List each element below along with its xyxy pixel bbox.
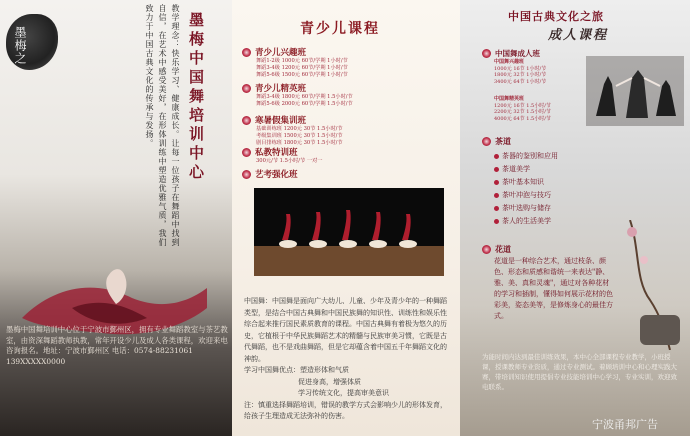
course-row: 基础训练班 1200元 30节 1.5小时/节 xyxy=(256,126,343,132)
flower-arrangement-heading: 花道 xyxy=(482,244,511,255)
adult-row: 4000元 64节 1.5小时/节 xyxy=(494,115,551,122)
plum-flower-icon xyxy=(482,137,491,146)
course-row: 舞蹈3-4级 1200元 60节/学期 1小时/节 xyxy=(256,65,348,71)
adult-course-block xyxy=(482,96,602,122)
intro-paragraph: 中国舞：中国舞是面向广大幼儿、儿童、少年及青少年的一种舞蹈类型，是结合中国古典舞和中国民族舞的知识性、训练性和娱乐性综合起来推行国民素质教育的课程。中国古典舞有着极为悠久的历史，它植根于中华民族舞蹈艺术的精髓与民族审美习惯，它既是古代舞蹈，也不是戏曲舞蹈，但是它却蕴含着中国五千年舞蹈文化的神韵。 xyxy=(244,297,447,363)
plum-flower-icon xyxy=(242,148,251,157)
adult-row: 2200元 32节 1.5小时/节 xyxy=(494,109,551,115)
bullet-icon xyxy=(494,167,499,172)
course-heading: 私教特训班 xyxy=(242,146,452,158)
course-row: 300元/节 1.5小时/节 一对一 xyxy=(256,158,323,164)
bullet-icon xyxy=(494,180,499,185)
bullet-icon xyxy=(494,154,499,159)
plum-flower-icon xyxy=(242,116,251,125)
course-block xyxy=(242,168,452,180)
course-block xyxy=(242,82,452,108)
adult-row: 1800元 32节 1小时/节 xyxy=(494,72,547,78)
course-row: 舞蹈5-6级 2000元 60节/学期 1.5小时/节 xyxy=(256,101,353,107)
bullet-icon xyxy=(494,206,499,211)
plum-flower-icon xyxy=(482,245,491,254)
adult-subheading: 中国舞兴趣班 xyxy=(494,59,525,65)
course-heading: 寒暑假集训班 xyxy=(242,114,452,126)
tea-topic: 茶叶冲泡与技巧 xyxy=(494,189,558,202)
intro-benefit: 促进身高，增强体质 xyxy=(298,377,361,386)
culture-journey-title: 中国古典文化之旅 xyxy=(508,10,604,23)
adult-row: 1200元 16节 1.5小时/节 xyxy=(494,102,551,109)
course-row: 剧目排练班 1800元 30节 1.5小时/节 xyxy=(256,140,343,146)
course-heading: 青少儿精英班 xyxy=(242,82,452,94)
plum-flower-icon xyxy=(482,49,491,58)
course-row: 舞蹈3-4级 1800元 60节/学期 1.5小时/节 xyxy=(256,94,353,100)
tea-topic: 茶道美学 xyxy=(494,163,558,176)
tea-topic: 茶器的鉴别和应用 xyxy=(494,150,558,163)
course-row: 舞蹈1-2级 1000元 60节/学期 1小时/节 xyxy=(256,58,348,64)
bullet-icon xyxy=(494,219,499,224)
intro-note: 注：慎重选择舞蹈培训，错误的教学方式会影响少儿的形体发育，给孩子生理造成无法弥补的伤害。 xyxy=(244,400,447,420)
adult-row: 1000元 16节 1小时/节 xyxy=(494,65,547,72)
tea-topic: 茶叶选购与储存 xyxy=(494,202,558,215)
adult-subheading: 中国舞精英班 xyxy=(494,96,525,102)
adult-course-block xyxy=(482,48,602,85)
tea-topic-list xyxy=(494,150,558,228)
adult-row: 3400元 64节 1小时/节 xyxy=(494,78,547,85)
teaching-philosophy: 教学理念：快乐学习、健康成长。让每一位孩子在舞蹈中找到自信，在艺术中感受美好，在形体训练中塑造优雅气质，我们致力于中国古典文化的传承与发扬。 xyxy=(145,4,180,247)
chinese-dance-intro xyxy=(244,296,452,423)
tea-heading: 茶道 xyxy=(482,136,511,147)
course-row: 舞蹈5-6级 1500元 60节/学期 1小时/节 xyxy=(256,72,348,78)
tea-topic: 茶人的生活美学 xyxy=(494,215,558,228)
flower-vase-image xyxy=(610,220,690,350)
adult-course-title: 成人课程 xyxy=(548,28,609,43)
kids-course-title: 青少儿课程 xyxy=(300,21,380,37)
watermark: 宁波甬邦广告 xyxy=(592,418,658,431)
course-block xyxy=(242,46,452,79)
bullet-icon xyxy=(494,193,499,198)
course-row: 考级集训班 1500元 30节 1.5小时/节 xyxy=(256,133,343,139)
intro-benefit: 学习传统文化，提高审美意识 xyxy=(298,389,389,397)
course-heading: 艺考强化班 xyxy=(242,168,452,180)
left-panel xyxy=(0,0,232,436)
course-heading: 青少儿兴趣班 xyxy=(242,46,452,58)
plum-flower-icon xyxy=(242,84,251,93)
ink-logo-text: 墨梅之 xyxy=(13,26,27,65)
intro-benefit: 学习中国舞优点：塑造形体和气质 xyxy=(244,366,349,374)
plum-flower-icon xyxy=(242,48,251,57)
right-panel xyxy=(460,0,690,436)
left-footer-text: 墨梅中国舞培训中心位于宁波市鄞州区，拥有专业舞蹈教室与茶艺教室，由资深舞蹈教师执教，常年开设少儿及成人各类课程，欢迎来电咨询报名。地址：宁波市鄞州区 电话：0574-88231061 139XXXXX0000 xyxy=(6,325,228,366)
course-block xyxy=(242,114,452,147)
course-block xyxy=(242,146,452,165)
right-bottom-text: 为能时间内达到最佳训练效果，本中心全部课程专业教学，小班授课，授课教师专业资质，通过专业测试。着顾培训中心和心理实践大赛，带培训知识使用提倡专业技能培训中心学习，专业实训，欢迎致电联系。 xyxy=(482,353,677,391)
middle-panel xyxy=(232,0,460,436)
adult-dancers-image xyxy=(586,56,684,126)
school-title: 墨梅中国舞培训中心 xyxy=(187,12,205,183)
stage-dancers-photo xyxy=(254,188,444,276)
tea-topic: 茶叶基本知识 xyxy=(494,176,558,189)
flower-arrangement-text: 花道是一种综合艺术，通过枝条、颜色、形态和质感和谐统一来表达"静、雅、美、真和灵魂"，通过对各种花材的学习和插制，懂得如何展示花材的色彩美，姿态美等，是修炼身心的最佳方式。 xyxy=(494,257,613,320)
adult-course-heading: 中国舞成人班 xyxy=(482,48,602,59)
plum-flower-icon xyxy=(242,170,251,179)
